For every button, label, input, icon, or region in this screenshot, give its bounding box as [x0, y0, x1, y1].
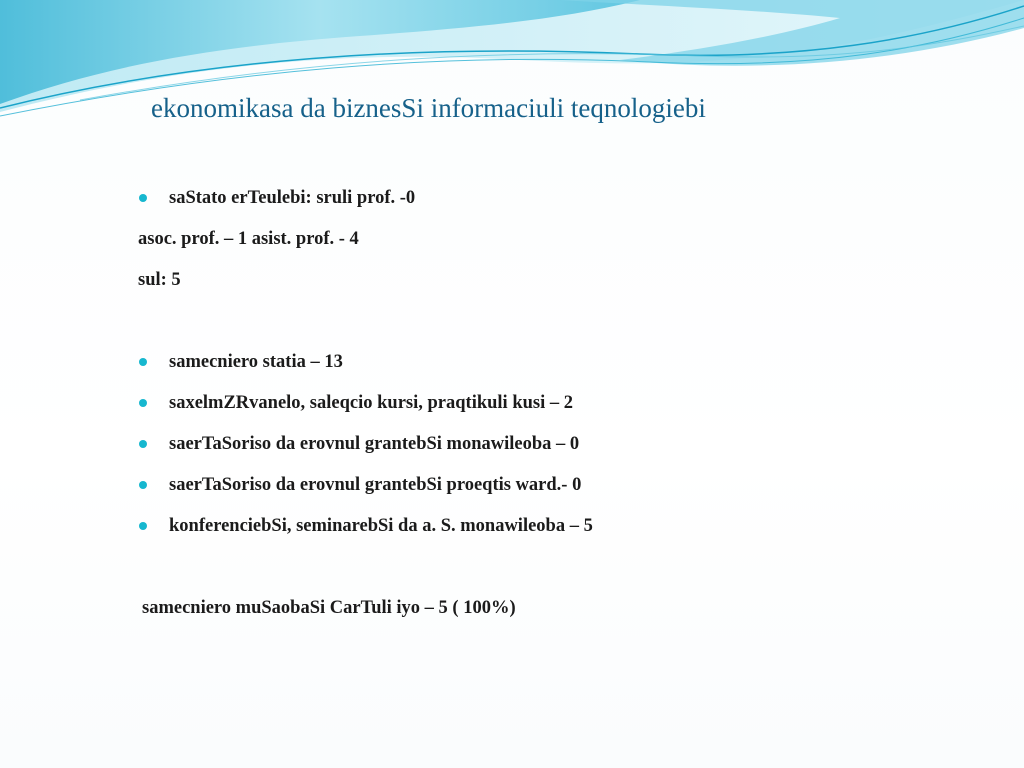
staff-count-line: saStato erTeulebi: sruli prof. -0 [169, 188, 416, 208]
staff-total-line: sul: 5 [138, 270, 181, 290]
list-item: samecniero statia – 13 [169, 352, 343, 372]
bullet-icon [139, 399, 147, 407]
list-item: saerTaSoriso da erovnul grantebSi monawileoba – 0 [169, 434, 580, 454]
list-item: saxelmZRvanelo, saleqcio kursi, praqtikuli kusi – 2 [169, 393, 573, 413]
summary-line: samecniero muSaobaSi CarTuli iyo – 5 ( 100%) [142, 598, 516, 618]
slide-title: ekonomikasa da biznesSi informaciuli teqnologiebi [151, 93, 706, 123]
bullet-icon [139, 194, 147, 202]
bullet-icon [139, 522, 147, 530]
list-item: saerTaSoriso da erovnul grantebSi proeqtis ward.- 0 [169, 475, 582, 495]
staff-assoc-line: asoc. prof. – 1 asist. prof. - 4 [138, 229, 359, 249]
bullet-icon [139, 481, 147, 489]
bullet-icon [139, 440, 147, 448]
list-item: konferenciebSi, seminarebSi da a. S. monawileoba – 5 [169, 516, 593, 536]
bullet-icon [139, 358, 147, 366]
